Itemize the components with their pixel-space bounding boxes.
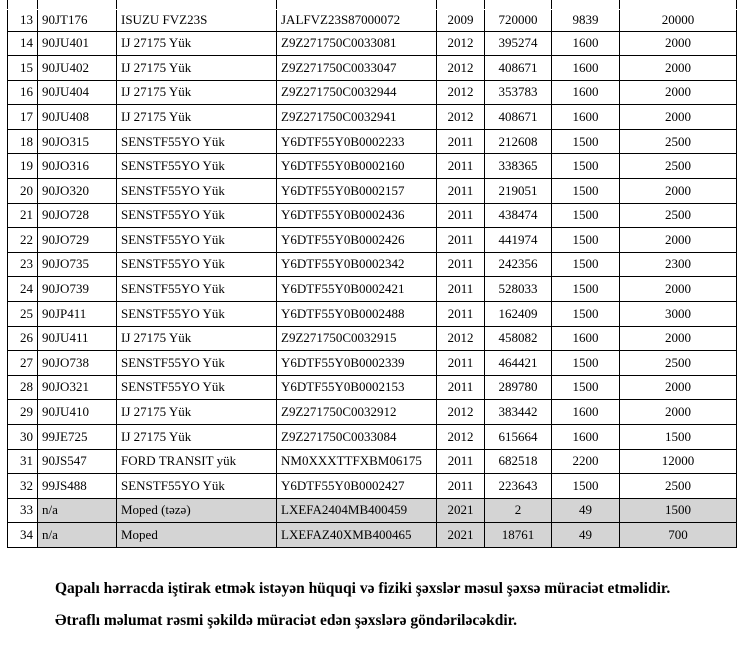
year-cell: 2012 — [437, 56, 485, 81]
price-cell: 2500 — [620, 351, 737, 376]
table-border-tick — [276, 0, 277, 9]
row-number-cell: 30 — [8, 425, 38, 450]
table-border-tick — [551, 0, 552, 9]
vin-code-cell: Z9Z271750C0032912 — [277, 400, 437, 425]
table-row — [8, 228, 737, 253]
price-cell: 2000 — [620, 56, 737, 81]
vehicle-model-cell: IJ 27175 Yük — [117, 400, 277, 425]
mileage-cell: 395274 — [485, 31, 552, 56]
engine-volume-cell: 1600 — [552, 56, 620, 81]
engine-volume-cell: 1500 — [552, 474, 620, 499]
engine-volume-cell: 1600 — [552, 80, 620, 105]
table-border-tick — [736, 0, 737, 9]
plate-number-cell: 90JU402 — [38, 56, 117, 81]
table-row — [8, 277, 737, 302]
price-cell: 12000 — [620, 449, 737, 474]
price-cell: 1500 — [620, 425, 737, 450]
vehicle-model-cell: Moped — [117, 523, 277, 548]
vehicle-model-cell: SENSTF55YO Yük — [117, 474, 277, 499]
mileage-cell: 441974 — [485, 228, 552, 253]
mileage-cell: 528033 — [485, 277, 552, 302]
price-cell: 2500 — [620, 154, 737, 179]
price-cell: 2500 — [620, 203, 737, 228]
plate-number-cell: 90JU401 — [38, 31, 117, 56]
year-cell: 2012 — [437, 105, 485, 130]
table-row — [8, 56, 737, 81]
row-number-cell: 13 — [8, 10, 38, 31]
year-cell: 2011 — [437, 252, 485, 277]
vin-code-cell: Y6DTF55Y0B0002160 — [277, 154, 437, 179]
price-cell: 2000 — [620, 179, 737, 204]
row-number-cell: 18 — [8, 129, 38, 154]
plate-number-cell: 99JE725 — [38, 425, 117, 450]
mileage-cell: 464421 — [485, 351, 552, 376]
table-row — [8, 80, 737, 105]
table-border-tick — [484, 0, 485, 9]
vehicle-model-cell: ISUZU FVZ23S — [117, 10, 277, 31]
table-border-tick — [116, 0, 117, 9]
year-cell: 2011 — [437, 277, 485, 302]
engine-volume-cell: 1500 — [552, 302, 620, 327]
engine-volume-cell: 1500 — [552, 375, 620, 400]
engine-volume-cell: 1500 — [552, 351, 620, 376]
vehicle-model-cell: SENSTF55YO Yük — [117, 351, 277, 376]
engine-volume-cell: 1500 — [552, 154, 620, 179]
year-cell: 2011 — [437, 129, 485, 154]
price-cell: 2000 — [620, 277, 737, 302]
table-row — [8, 474, 737, 499]
table-row — [8, 252, 737, 277]
plate-number-cell: 90JO739 — [38, 277, 117, 302]
price-cell: 20000 — [620, 10, 737, 31]
engine-volume-cell: 1500 — [552, 228, 620, 253]
year-cell: 2011 — [437, 449, 485, 474]
row-number-cell: 27 — [8, 351, 38, 376]
vin-code-cell: LXEFAZ40XMB400465 — [277, 523, 437, 548]
engine-volume-cell: 1600 — [552, 105, 620, 130]
table-row — [8, 154, 737, 179]
vehicle-model-cell: IJ 27175 Yük — [117, 80, 277, 105]
table-row — [8, 498, 737, 523]
mileage-cell: 162409 — [485, 302, 552, 327]
row-number-cell: 32 — [8, 474, 38, 499]
table-row — [8, 449, 737, 474]
vin-code-cell: Y6DTF55Y0B0002421 — [277, 277, 437, 302]
plate-number-cell: 90JO315 — [38, 129, 117, 154]
row-number-cell: 28 — [8, 375, 38, 400]
plate-number-cell: 90JO320 — [38, 179, 117, 204]
vehicle-model-cell: IJ 27175 Yük — [117, 425, 277, 450]
vehicle-model-cell: SENSTF55YO Yük — [117, 154, 277, 179]
price-cell: 2000 — [620, 80, 737, 105]
vin-code-cell: Y6DTF55Y0B0002153 — [277, 375, 437, 400]
engine-volume-cell: 1600 — [552, 326, 620, 351]
engine-volume-cell: 49 — [552, 523, 620, 548]
plate-number-cell: 90JS547 — [38, 449, 117, 474]
table-row — [8, 375, 737, 400]
vin-code-cell: Y6DTF55Y0B0002342 — [277, 252, 437, 277]
vehicle-model-cell: SENSTF55YO Yük — [117, 252, 277, 277]
vin-code-cell: Y6DTF55Y0B0002427 — [277, 474, 437, 499]
plate-number-cell: n/a — [38, 523, 117, 548]
row-number-cell: 25 — [8, 302, 38, 327]
plate-number-cell: 90JO316 — [38, 154, 117, 179]
engine-volume-cell: 9839 — [552, 10, 620, 31]
vehicle-model-cell: SENSTF55YO Yük — [117, 228, 277, 253]
price-cell: 1500 — [620, 498, 737, 523]
price-cell: 700 — [620, 523, 737, 548]
table-border-tick — [7, 0, 8, 9]
row-number-cell: 26 — [8, 326, 38, 351]
plate-number-cell: 90JO321 — [38, 375, 117, 400]
engine-volume-cell: 1500 — [552, 277, 620, 302]
plate-number-cell: 90JU404 — [38, 80, 117, 105]
vin-code-cell: Y6DTF55Y0B0002488 — [277, 302, 437, 327]
row-number-cell: 20 — [8, 179, 38, 204]
vehicle-model-cell: FORD TRANSIT yük — [117, 449, 277, 474]
mileage-cell: 408671 — [485, 56, 552, 81]
cropped-row-remnant — [0, 0, 746, 10]
row-number-cell: 16 — [8, 80, 38, 105]
mileage-cell: 438474 — [485, 203, 552, 228]
notes-block — [55, 577, 713, 632]
table-row — [8, 10, 737, 31]
vehicle-table-body — [8, 10, 737, 547]
year-cell: 2012 — [437, 80, 485, 105]
year-cell: 2011 — [437, 179, 485, 204]
mileage-cell: 212608 — [485, 129, 552, 154]
mileage-cell: 353783 — [485, 80, 552, 105]
plate-number-cell: 90JU411 — [38, 326, 117, 351]
row-number-cell: 14 — [8, 31, 38, 56]
engine-volume-cell: 1600 — [552, 425, 620, 450]
vin-code-cell: Z9Z271750C0032915 — [277, 326, 437, 351]
plate-number-cell: 90JP411 — [38, 302, 117, 327]
year-cell: 2012 — [437, 425, 485, 450]
vin-code-cell: Y6DTF55Y0B0002339 — [277, 351, 437, 376]
vehicle-model-cell: SENSTF55YO Yük — [117, 179, 277, 204]
mileage-cell: 408671 — [485, 105, 552, 130]
year-cell: 2012 — [437, 31, 485, 56]
year-cell: 2009 — [437, 10, 485, 31]
row-number-cell: 17 — [8, 105, 38, 130]
table-row — [8, 203, 737, 228]
vin-code-cell: Y6DTF55Y0B0002157 — [277, 179, 437, 204]
price-cell: 2500 — [620, 129, 737, 154]
row-number-cell: 22 — [8, 228, 38, 253]
table-row — [8, 31, 737, 56]
vehicle-model-cell: IJ 27175 Yük — [117, 31, 277, 56]
vin-code-cell: NM0XXXTTFXBM06175 — [277, 449, 437, 474]
table-row — [8, 105, 737, 130]
mileage-cell: 458082 — [485, 326, 552, 351]
year-cell: 2011 — [437, 228, 485, 253]
year-cell: 2011 — [437, 351, 485, 376]
vehicle-model-cell: IJ 27175 Yük — [117, 105, 277, 130]
mileage-cell: 242356 — [485, 252, 552, 277]
vehicle-model-cell: SENSTF55YO Yük — [117, 375, 277, 400]
plate-number-cell: 90JU408 — [38, 105, 117, 130]
table-row — [8, 129, 737, 154]
table-row — [8, 425, 737, 450]
year-cell: 2012 — [437, 326, 485, 351]
year-cell: 2011 — [437, 154, 485, 179]
mileage-cell: 219051 — [485, 179, 552, 204]
price-cell: 2000 — [620, 228, 737, 253]
vehicle-model-cell: IJ 27175 Yük — [117, 326, 277, 351]
year-cell: 2011 — [437, 302, 485, 327]
row-number-cell: 19 — [8, 154, 38, 179]
row-number-cell: 29 — [8, 400, 38, 425]
row-number-cell: 21 — [8, 203, 38, 228]
note-details: Ətraflı məlumat rəsmi şəkildə müraciət edən şəxslərə göndəriləcəkdir. — [55, 612, 517, 629]
plate-number-cell: 90JO738 — [38, 351, 117, 376]
engine-volume-cell: 1600 — [552, 31, 620, 56]
year-cell: 2011 — [437, 203, 485, 228]
price-cell: 2000 — [620, 31, 737, 56]
vin-code-cell: Z9Z271750C0033084 — [277, 425, 437, 450]
row-number-cell: 31 — [8, 449, 38, 474]
plate-number-cell: 90JT176 — [38, 10, 117, 31]
mileage-cell: 223643 — [485, 474, 552, 499]
row-number-cell: 23 — [8, 252, 38, 277]
engine-volume-cell: 1500 — [552, 203, 620, 228]
vehicle-model-cell: IJ 27175 Yük — [117, 56, 277, 81]
table-border-tick — [37, 0, 38, 9]
table-row — [8, 326, 737, 351]
vehicle-model-cell: SENSTF55YO Yük — [117, 129, 277, 154]
vin-code-cell: Z9Z271750C0032941 — [277, 105, 437, 130]
price-cell: 2000 — [620, 105, 737, 130]
engine-volume-cell: 1500 — [552, 129, 620, 154]
row-number-cell: 15 — [8, 56, 38, 81]
year-cell: 2011 — [437, 375, 485, 400]
vin-code-cell: LXEFA2404MB400459 — [277, 498, 437, 523]
engine-volume-cell: 1500 — [552, 252, 620, 277]
plate-number-cell: 90JU410 — [38, 400, 117, 425]
plate-number-cell: 90JO729 — [38, 228, 117, 253]
mileage-cell: 720000 — [485, 10, 552, 31]
vin-code-cell: Y6DTF55Y0B0002436 — [277, 203, 437, 228]
price-cell: 3000 — [620, 302, 737, 327]
table-border-tick — [619, 0, 620, 9]
price-cell: 2000 — [620, 375, 737, 400]
vin-code-cell: Y6DTF55Y0B0002233 — [277, 129, 437, 154]
year-cell: 2011 — [437, 474, 485, 499]
table-border-tick — [436, 0, 437, 9]
vehicle-model-cell: SENSTF55YO Yük — [117, 302, 277, 327]
vehicle-table — [7, 10, 737, 548]
mileage-cell: 2 — [485, 498, 552, 523]
vehicle-model-cell: Moped (təzə) — [117, 498, 277, 523]
table-row — [8, 302, 737, 327]
mileage-cell: 18761 — [485, 523, 552, 548]
engine-volume-cell: 2200 — [552, 449, 620, 474]
price-cell: 2500 — [620, 474, 737, 499]
table-row — [8, 351, 737, 376]
vin-code-cell: Z9Z271750C0033081 — [277, 31, 437, 56]
vehicle-model-cell: SENSTF55YO Yük — [117, 203, 277, 228]
table-row — [8, 523, 737, 548]
year-cell: 2021 — [437, 523, 485, 548]
vin-code-cell: JALFVZ23S87000072 — [277, 10, 437, 31]
note-participation: Qapalı hərracda iştirak etmək istəyən hüquqi və fiziki şəxslər məsul şəxsə müraciət etməlidir. — [55, 580, 671, 597]
vehicle-model-cell: SENSTF55YO Yük — [117, 277, 277, 302]
row-number-cell: 24 — [8, 277, 38, 302]
price-cell: 2000 — [620, 400, 737, 425]
price-cell: 2300 — [620, 252, 737, 277]
vin-code-cell: Z9Z271750C0032944 — [277, 80, 437, 105]
engine-volume-cell: 49 — [552, 498, 620, 523]
mileage-cell: 289780 — [485, 375, 552, 400]
plate-number-cell: 90JO735 — [38, 252, 117, 277]
table-row — [8, 179, 737, 204]
engine-volume-cell: 1600 — [552, 400, 620, 425]
year-cell: 2012 — [437, 400, 485, 425]
row-number-cell: 33 — [8, 498, 38, 523]
plate-number-cell: 99JS488 — [38, 474, 117, 499]
mileage-cell: 682518 — [485, 449, 552, 474]
plate-number-cell: n/a — [38, 498, 117, 523]
engine-volume-cell: 1500 — [552, 179, 620, 204]
year-cell: 2021 — [437, 498, 485, 523]
table-row — [8, 400, 737, 425]
price-cell: 2000 — [620, 326, 737, 351]
vin-code-cell: Z9Z271750C0033047 — [277, 56, 437, 81]
row-number-cell: 34 — [8, 523, 38, 548]
plate-number-cell: 90JO728 — [38, 203, 117, 228]
mileage-cell: 338365 — [485, 154, 552, 179]
vin-code-cell: Y6DTF55Y0B0002426 — [277, 228, 437, 253]
mileage-cell: 383442 — [485, 400, 552, 425]
mileage-cell: 615664 — [485, 425, 552, 450]
